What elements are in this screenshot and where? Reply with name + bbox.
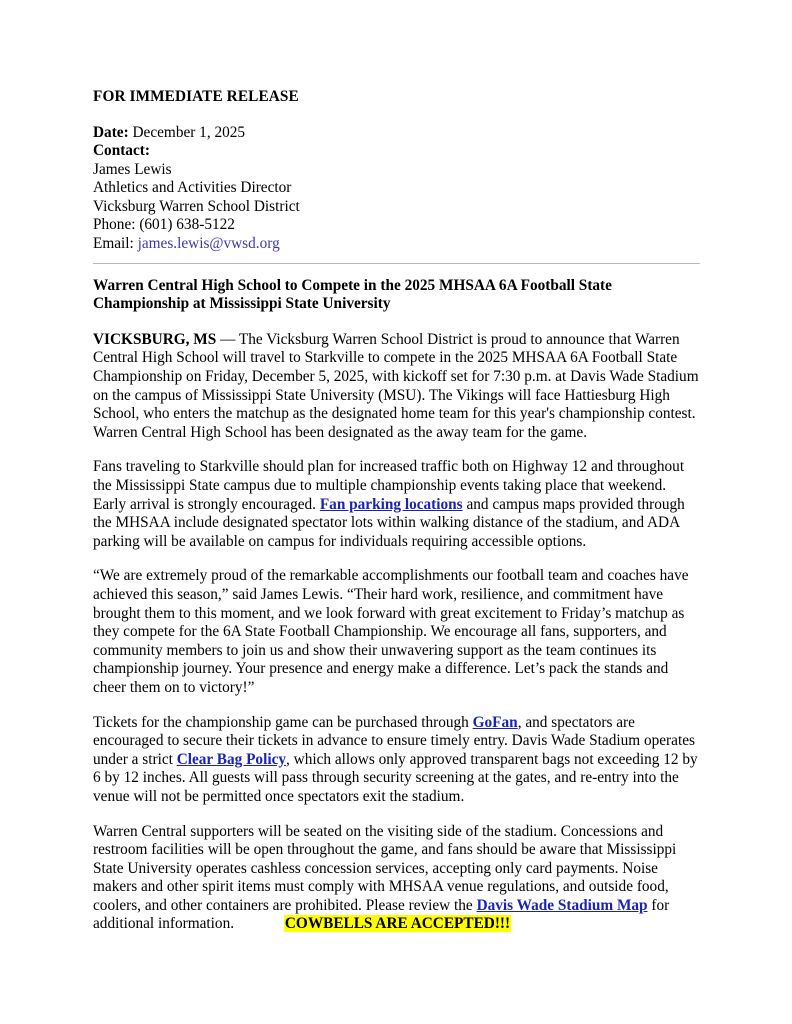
- contact-phone: Phone: (601) 638-5122: [93, 216, 235, 234]
- paragraph-announcement-body: — The Vicksburg Warren School District is proud to announce that Warren Central High School will travel to Starkville to compete in the 2025 MHSAA 6A Football State Championship on Friday, December 5, 2025, with kickoff set for 7:30 p.m. at Davis Wade Stadium on the campus of Mississippi State University (MSU). The Vikings will face Hattiesburg High School, who enters the matchup as the designated home team for this year's championship contest. Warren Central High School has been designated as the away team for the game.: [93, 330, 699, 441]
- document-content: [93, 88, 700, 934]
- paragraph-travel-text-b: and campus maps provided through the MHSAA include designated spectator lots within walking distance of the stadium, and ADA parking will be available on campus for individuals requiring accessible options.: [93, 495, 685, 550]
- dateline: VICKSBURG, MS: [93, 330, 217, 348]
- paragraph-travel-parking: [93, 458, 700, 551]
- page-title: Warren Central High School to Compete in the 2025 MHSAA 6A Football State Championship at Mississippi State University: [93, 276, 612, 313]
- clear-bag-policy-link[interactable]: Clear Bag Policy: [176, 750, 287, 768]
- paragraph-tickets-text-c: , which allows only approved transparent bags not exceeding 12 by 6 by 12 inches. All guests will pass through security screening at the gates, and re-entry into the venue will not be permitted once spectators exit the stadium.: [93, 750, 698, 805]
- paragraph-stadium-text-b: for additional information.: [93, 896, 670, 933]
- paragraph-announcement: [93, 331, 700, 443]
- date-value: December 1, 2025: [128, 123, 246, 141]
- email-link[interactable]: james.lewis@vwsd.org: [137, 235, 280, 253]
- contact-date-line: [93, 124, 700, 143]
- paragraph-quote: “We are extremely proud of the remarkable accomplishments our football team and coaches have achieved this season,” said James Lewis. “Their hard work, resilience, and commitment have brought them to this moment, and we look forward with great excitement to Friday’s matchup as they compete for the 6A State Football Championship. We encourage all fans, supporters, and community members to join us and show their unwavering support as the team continues its championship journey. Your presence and energy make a difference. Let’s pack the stands and cheer them on to victory!”: [93, 567, 689, 696]
- gofan-link[interactable]: GoFan: [472, 713, 518, 731]
- release-heading: FOR IMMEDIATE RELEASE: [93, 88, 299, 105]
- header-divider: [93, 263, 700, 264]
- contact-organization: Vicksburg Warren School District: [93, 197, 300, 215]
- paragraph-tickets-text-a: Tickets for the championship game can be purchased through: [93, 713, 473, 731]
- fan-parking-locations-link[interactable]: Fan parking locations: [319, 495, 463, 513]
- paragraph-stadium-info: [93, 823, 700, 935]
- paragraph-stadium-text-a: Warren Central supporters will be seated on the visiting side of the stadium. Concessions and restroom facilities will be open throughout the game, and fans should be aware that Mississippi State University operates cashless concession services, accepting only card payments. Noise makers and other spirit items must comply with MHSAA venue regulations, and outside food, coolers, and other containers are prohibited. Please review the: [93, 822, 677, 914]
- contact-block: [93, 124, 700, 254]
- contact-label: Contact:: [93, 142, 150, 160]
- cowbells-highlight: COWBELLS ARE ACCEPTED!!!: [284, 915, 511, 933]
- paragraph-travel-text-a: Fans traveling to Starkville should plan for increased traffic both on Highway 12 and throughout the Mississippi State campus due to multiple championship events taking place that weekend. Early arrival is strongly encouraged.: [93, 458, 685, 513]
- contact-name: James Lewis: [93, 160, 172, 178]
- contact-email-line: [93, 235, 700, 254]
- paragraph-tickets: [93, 714, 700, 807]
- paragraph-tickets-text-b: , and spectators are encouraged to secure their tickets in advance to ensure timely entry. Davis Wade Stadium operates under a strict: [93, 713, 695, 768]
- date-label: Date:: [93, 123, 129, 141]
- contact-title: Athletics and Activities Director: [93, 179, 292, 197]
- davis-wade-stadium-map-link[interactable]: Davis Wade Stadium Map: [476, 896, 648, 914]
- email-label: Email:: [93, 235, 138, 253]
